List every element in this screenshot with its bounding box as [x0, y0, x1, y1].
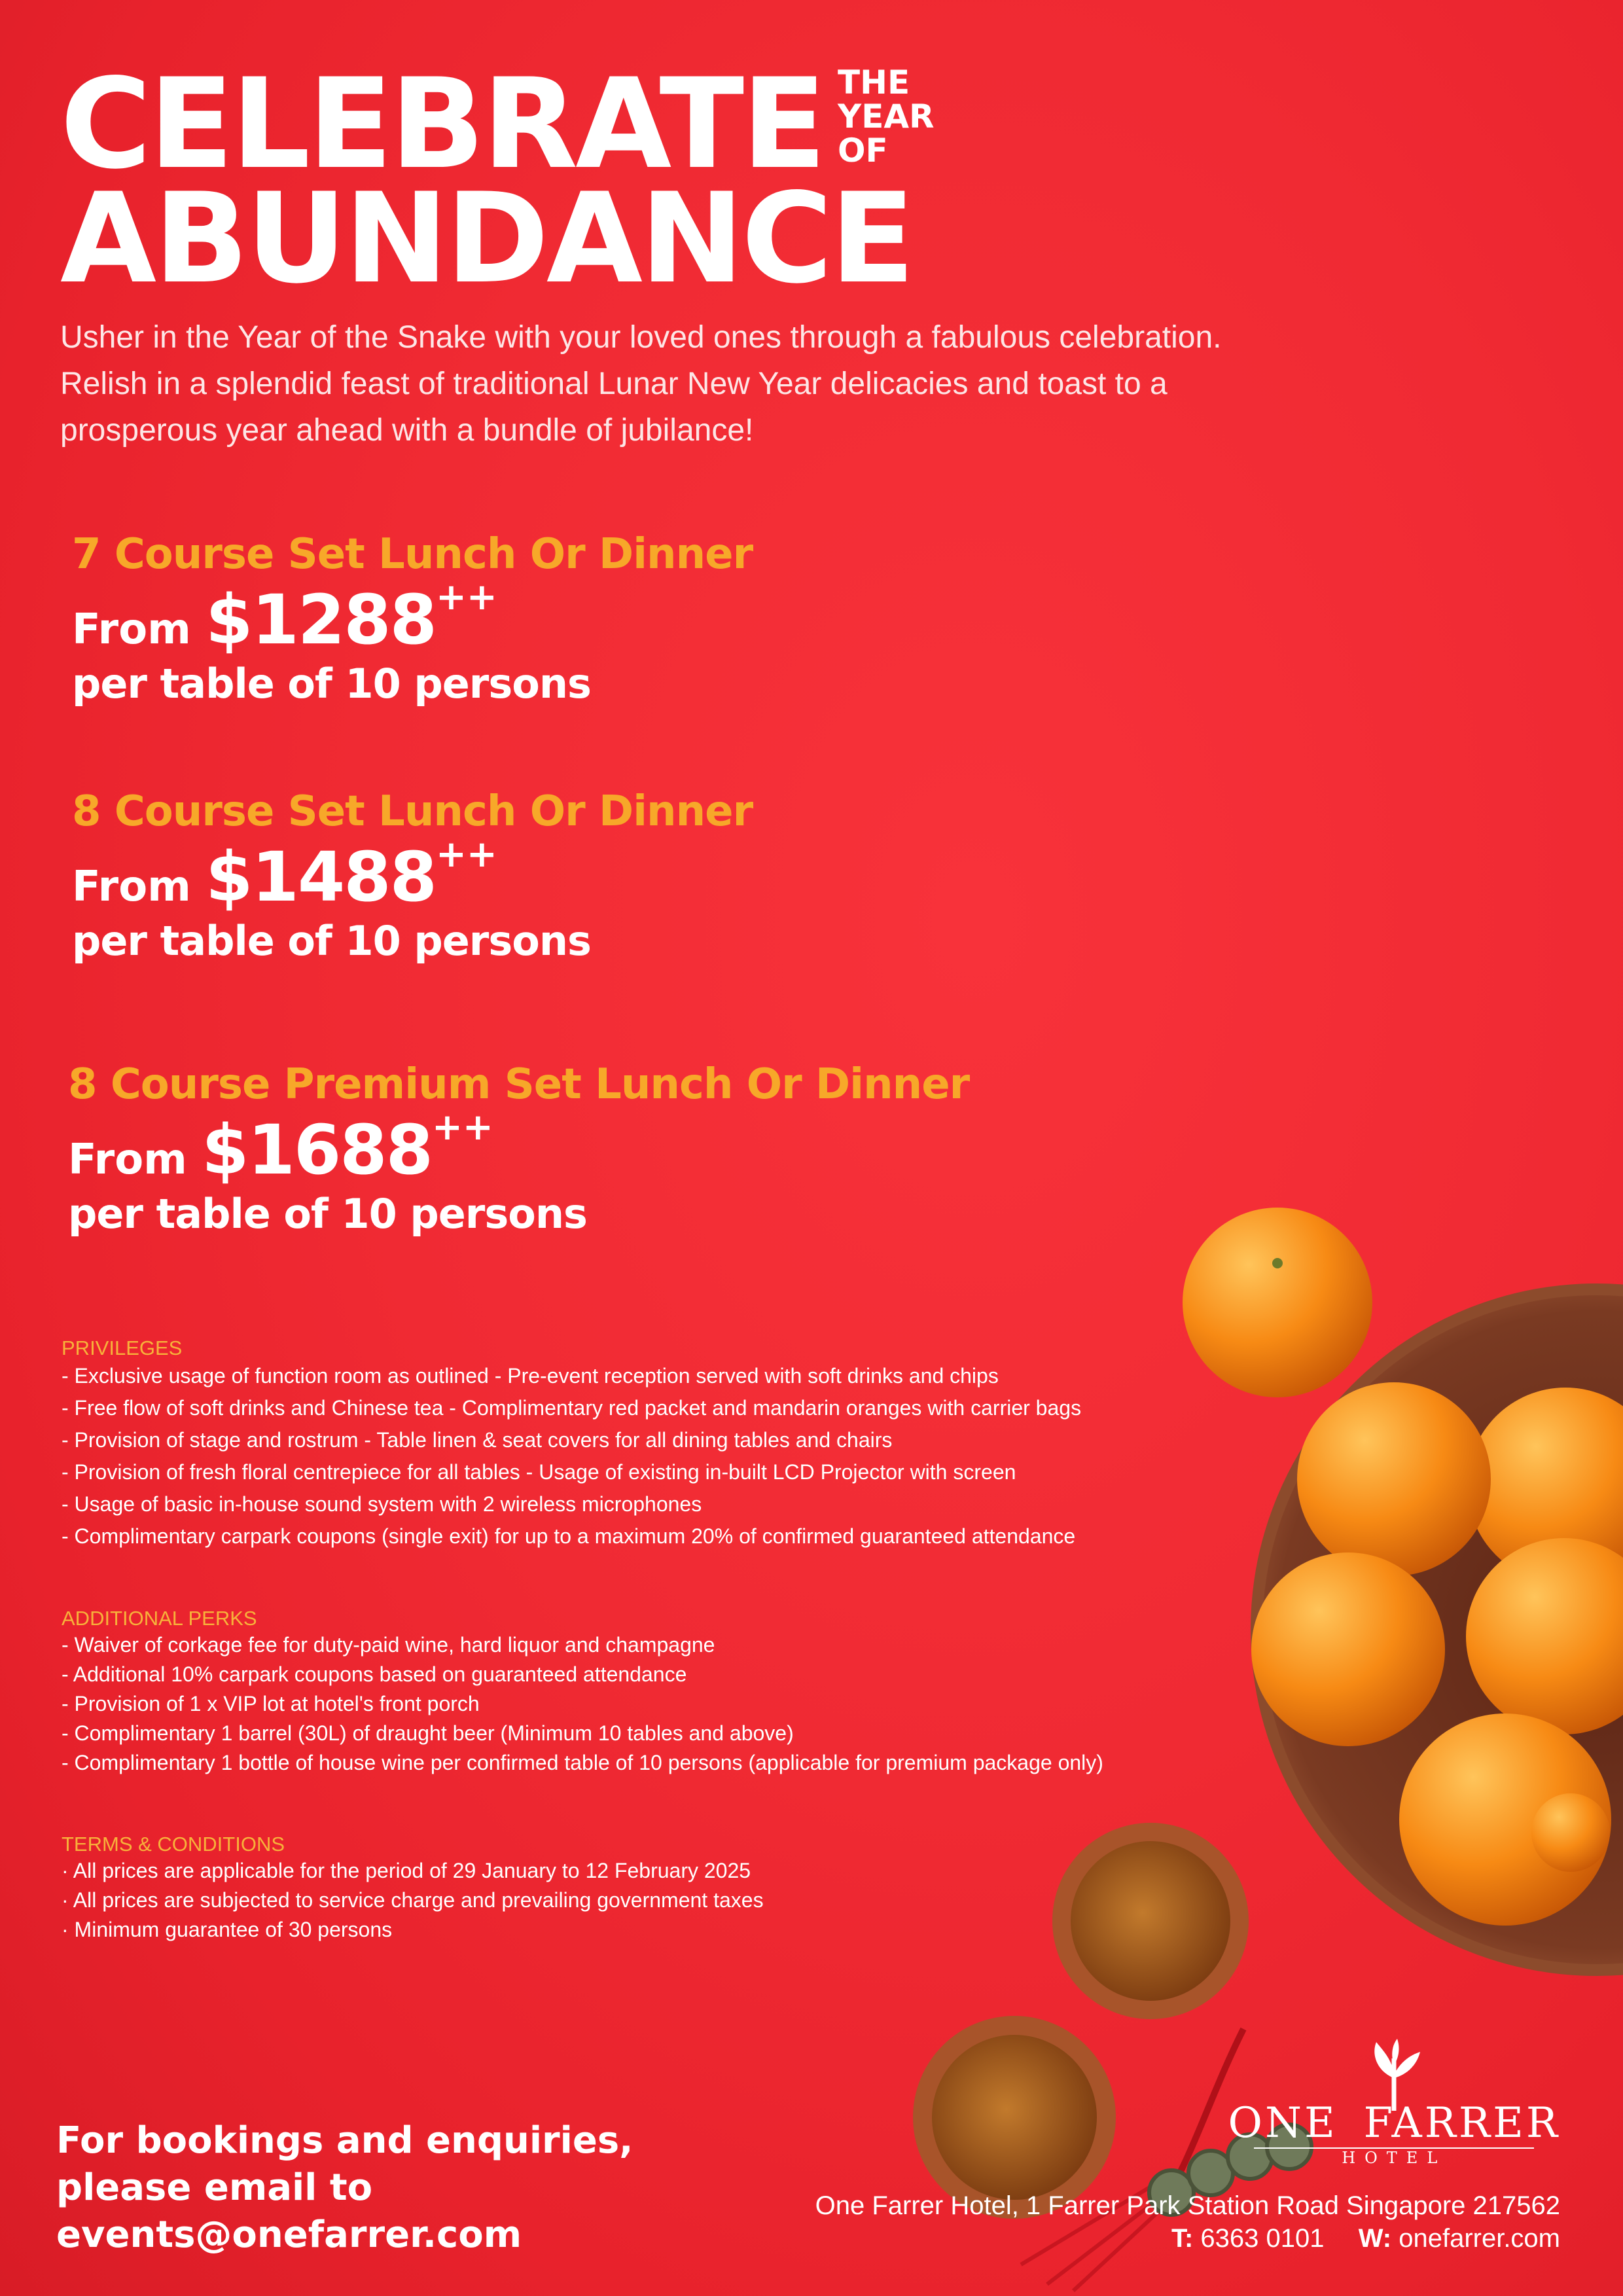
web-label: W: [1358, 2224, 1392, 2253]
list-item: · All prices are subjected to service charge and prevailing government taxes [62, 1888, 764, 1912]
list-item: - Waiver of corkage fee for duty-paid wine, hard liquor and champagne [62, 1633, 715, 1657]
list-item: - Free flow of soft drinks and Chinese tea - Complimentary red packet and mandarin oranges with carrier bags [62, 1396, 1082, 1420]
headline-word-of: OF [838, 132, 888, 170]
additional-perks-section [62, 1607, 1240, 1778]
address-line: One Farrer Hotel, 1 Farrer Park Station Road Singapore 217562 [815, 2191, 1560, 2220]
package-title: 7 Course Set Lunch Or Dinner [72, 530, 753, 579]
package-from-label: From [72, 863, 191, 911]
package-title: 8 Course Premium Set Lunch Or Dinner [68, 1060, 970, 1109]
perks-heading: ADDITIONAL PERKS [62, 1607, 257, 1630]
package-price: $1688 [202, 1110, 432, 1190]
terms-section [62, 1833, 1109, 1945]
headline-word-the: THE [838, 63, 910, 101]
headline-abundance: ABUNDANCE [60, 166, 913, 311]
headline-celebrate: CELEBRATE [60, 52, 824, 196]
list-item: - Provision of stage and rostrum - Table linen & seat covers for all dining tables and chairs [62, 1428, 893, 1452]
terms-heading: TERMS & CONDITIONS [62, 1833, 285, 1856]
package-from-label: From [68, 1136, 187, 1184]
logo-farrer: FARRER [1363, 2099, 1560, 2147]
hotel-address [815, 2189, 1560, 2255]
package-from-label: From [72, 605, 191, 654]
booking-contact [56, 2117, 633, 2259]
package-title: 8 Course Set Lunch Or Dinner [72, 787, 753, 836]
terms-list [62, 1856, 1109, 1945]
contact-line-1: For bookings and enquiries, [56, 2119, 633, 2162]
contact-line-2: please email to [56, 2166, 373, 2209]
website-link[interactable]: onefarrer.com [1399, 2224, 1560, 2253]
phone-label: T: [1171, 2224, 1194, 2253]
list-item: - Complimentary 1 barrel (30L) of draught beer (Minimum 10 tables and above) [62, 1721, 794, 1745]
headline-the-year-of [838, 65, 935, 168]
package-price-suffix: ++ [435, 576, 497, 619]
list-item: - Provision of fresh floral centrepiece for all tables - Usage of existing in-built LCD Projector with screen [62, 1460, 1016, 1484]
package-8-course [72, 787, 753, 965]
package-per-table: per table of 10 persons [68, 1190, 587, 1238]
list-item: · All prices are applicable for the period of 29 January to 12 February 2025 [62, 1859, 751, 1882]
privileges-list [62, 1360, 1226, 1552]
contact-details [815, 2222, 1560, 2255]
package-price: $1288 [205, 580, 436, 660]
package-7-course [72, 530, 753, 708]
privileges-section [62, 1336, 1226, 1552]
list-item: - Additional 10% carpark coupons based on guaranteed attendance [62, 1662, 687, 1686]
package-price-suffix: ++ [431, 1106, 493, 1149]
hotel-logo [1228, 2039, 1560, 2167]
perks-list [62, 1630, 1240, 1778]
phone-number[interactable]: 6363 0101 [1200, 2224, 1325, 2253]
package-price-line [72, 833, 753, 917]
package-price-suffix: ++ [435, 833, 497, 876]
intro-paragraph: Usher in the Year of the Snake with your loved ones through a fabulous celebration. Relish in a splendid feast of traditional Lunar New Year delicacies and toast to a prosperous year ahead with a bundle of jubilance! [60, 320, 1222, 448]
list-item: - Usage of basic in-house sound system with 2 wireless microphones [62, 1492, 702, 1516]
privileges-heading: PRIVILEGES [62, 1336, 183, 1359]
list-item: · Minimum guarantee of 30 persons [62, 1918, 393, 1941]
list-item: - Complimentary carpark coupons (single exit) for up to a maximum 20% of confirmed guaranteed attendance [62, 1524, 1076, 1548]
package-price-line [68, 1106, 969, 1190]
logo-wordmark [1228, 2099, 1560, 2147]
headline-word-year: YEAR [838, 98, 935, 135]
package-per-table: per table of 10 persons [72, 660, 591, 708]
list-item: - Exclusive usage of function room as outlined - Pre-event reception served with soft drinks and chips [62, 1364, 999, 1388]
package-per-table: per table of 10 persons [72, 917, 591, 965]
contact-email-link[interactable]: events@onefarrer.com [56, 2214, 522, 2256]
list-item: - Complimentary 1 bottle of house wine per confirmed table of 10 persons (applicable for premium package only) [62, 1751, 1103, 1774]
package-8-course-premium [68, 1060, 969, 1238]
package-price: $1488 [205, 837, 436, 917]
list-item: - Provision of 1 x VIP lot at hotel's front porch [62, 1692, 480, 1715]
logo-hotel: HOTEL [1342, 2149, 1447, 2167]
logo-one: ONE [1228, 2099, 1338, 2147]
package-price-line [72, 576, 753, 660]
